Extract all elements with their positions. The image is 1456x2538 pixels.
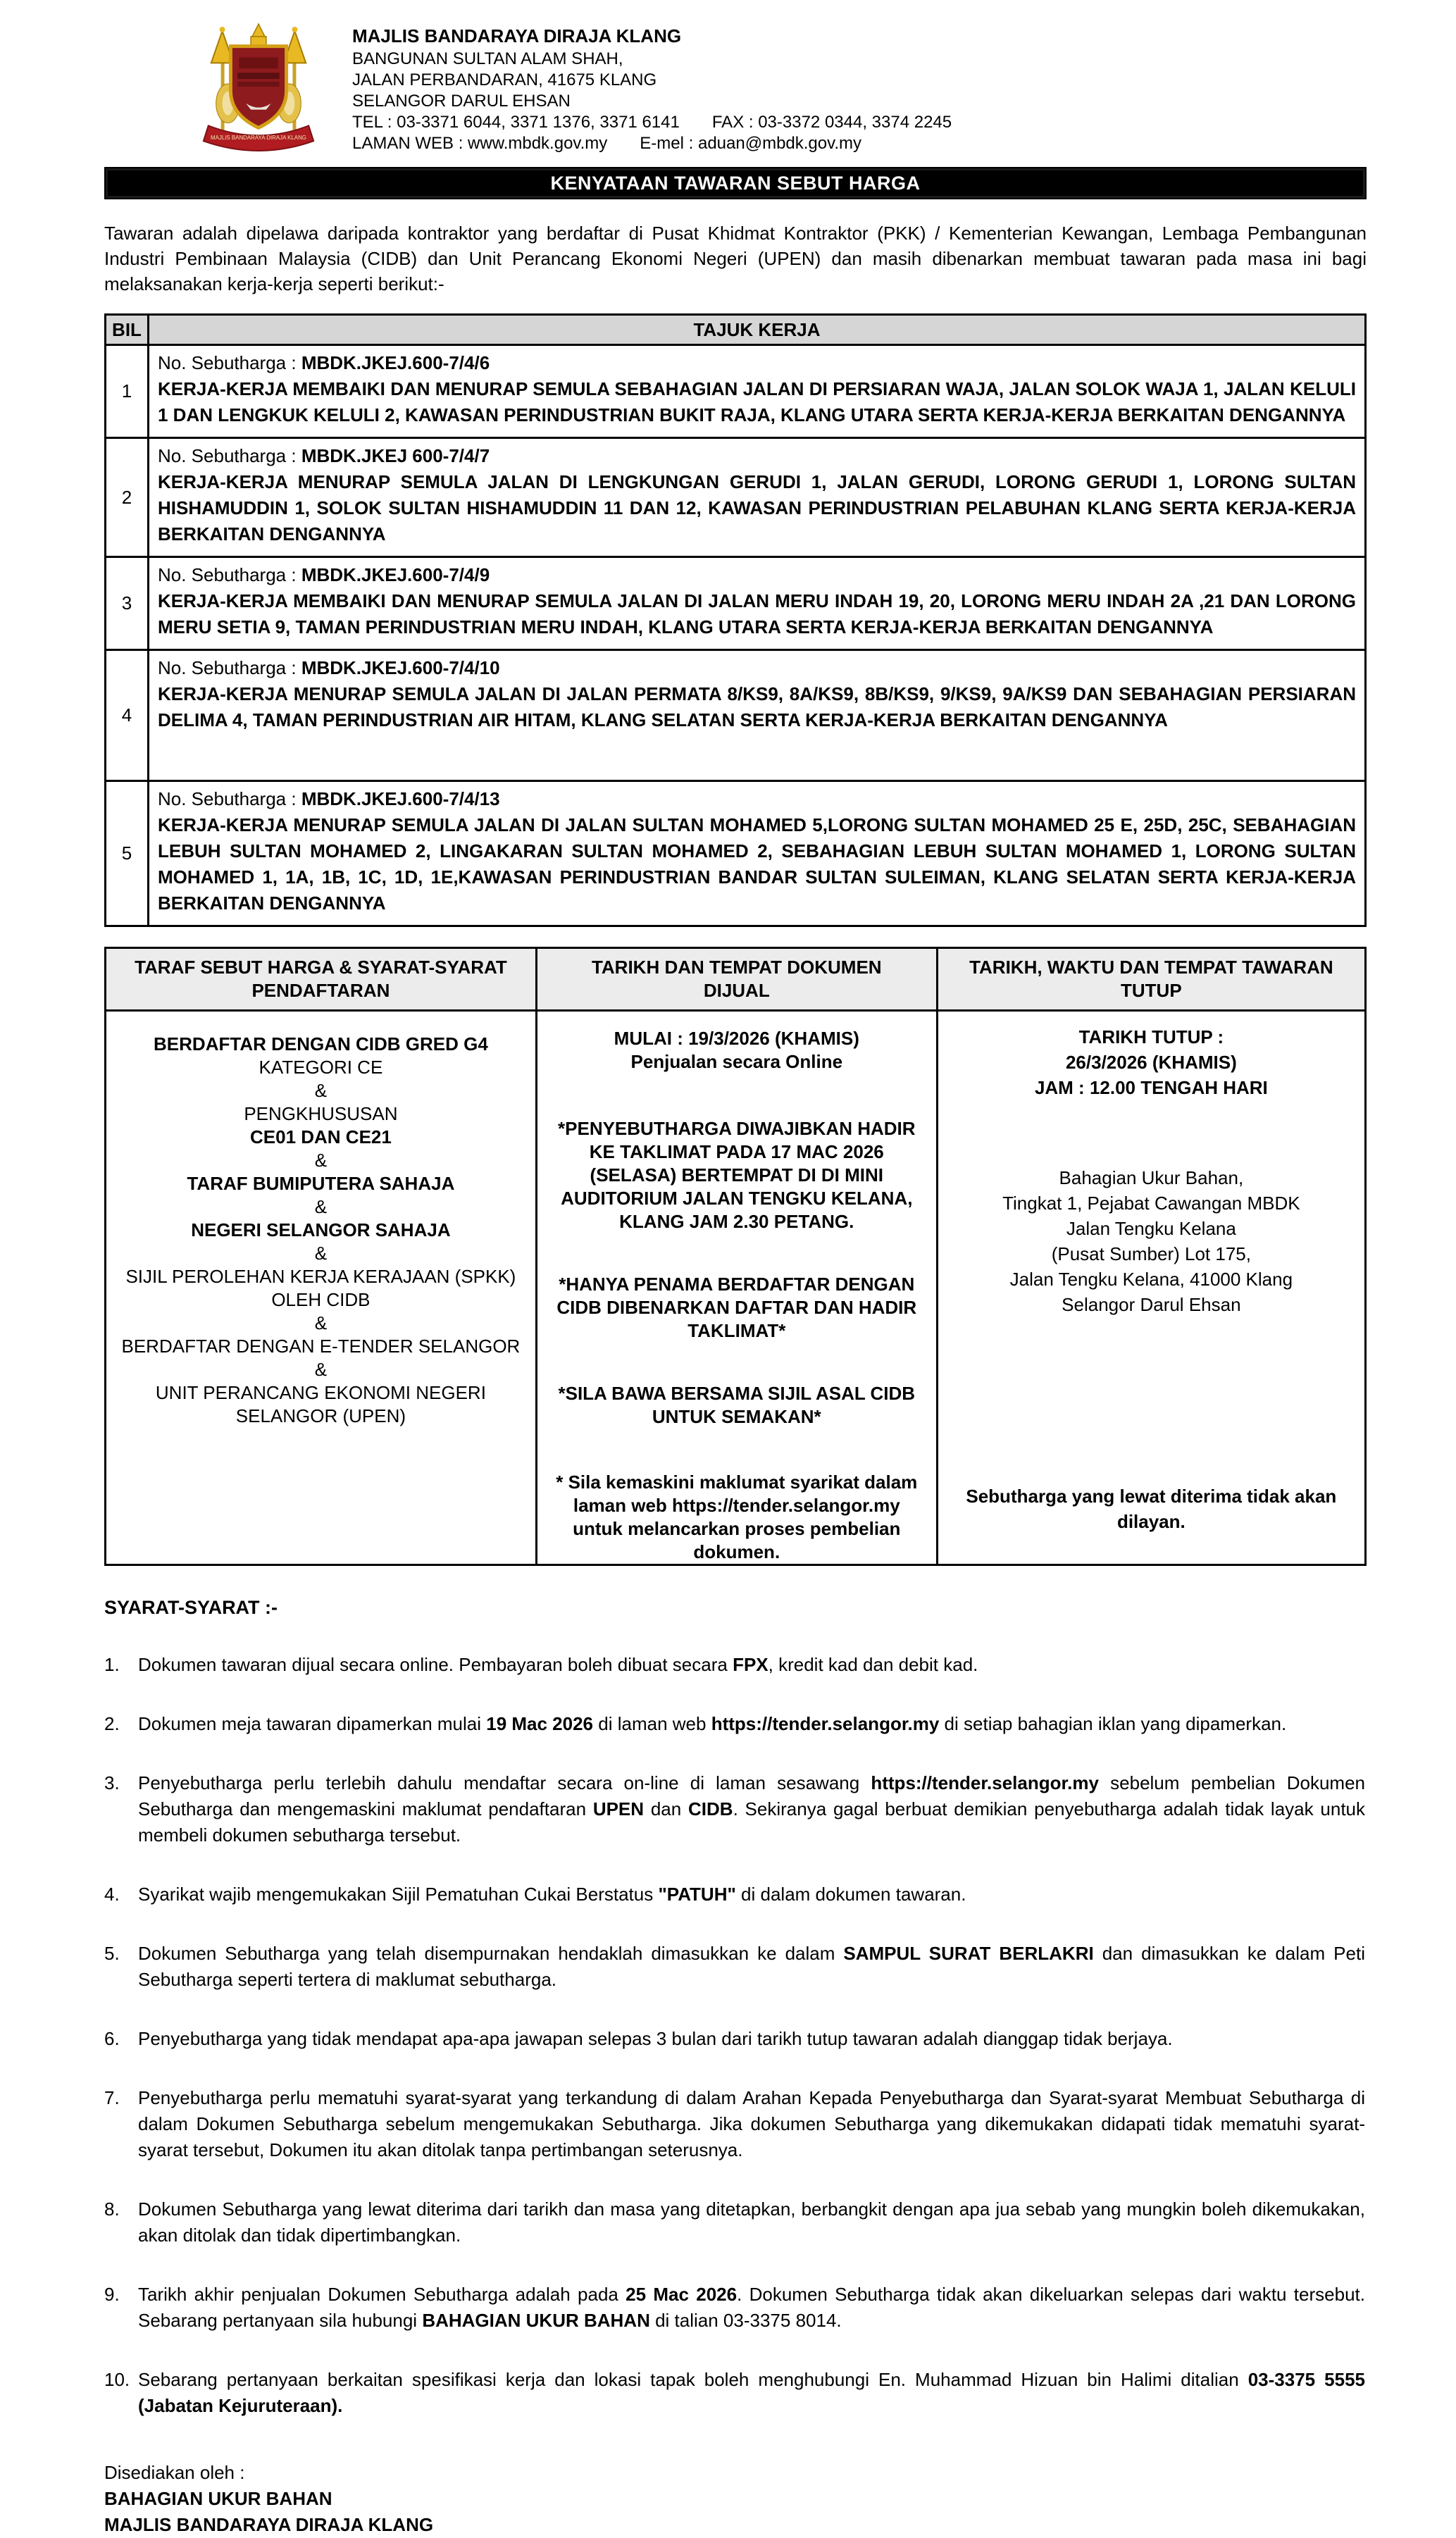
condition-number: 9. bbox=[104, 2284, 120, 2305]
condition-segment: sebelum pembelian Dokumen Sebutharga dan mengemaskini maklumat pendaftaran bbox=[138, 1772, 1365, 1819]
condition-number: 10. bbox=[104, 2369, 130, 2390]
work-cell bbox=[149, 650, 1366, 781]
eligibility-line: SIJIL PEROLEHAN KERJA KERAJAAN (SPKK) OLEH CIDB bbox=[125, 1266, 516, 1310]
closing-date: 26/3/2026 (KHAMIS) bbox=[1065, 1052, 1237, 1073]
work-ref-line bbox=[158, 349, 1356, 376]
info-table bbox=[104, 947, 1367, 1566]
intro-paragraph: Tawaran adalah dipelawa daripada kontraktor yang berdaftar di Pusat Khidmat Kontraktor (PKK) / Kementerian Kewangan, Lembaga Pembangunan Industri Pembinaan Malaysia (CIDB) dan Unit Perancang Ekonomi Negeri (UPEN) dan masih dibenarkan membuat tawaran pada masa ini bagi melaksanakan kerja-kerja seperti berikut:- bbox=[104, 223, 1367, 294]
closing-address-line: Tingkat 1, Pejabat Cawangan MBDK bbox=[1002, 1193, 1300, 1214]
closing-address-line: Selangor Darul Ehsan bbox=[1062, 1294, 1241, 1315]
closing-info bbox=[950, 1012, 1353, 1564]
condition-item bbox=[104, 2026, 1367, 2052]
work-number: 3 bbox=[106, 557, 149, 650]
work-number: 2 bbox=[106, 438, 149, 557]
condition-segment: 03-3375 5555 (Jabatan Kejuruteraan). bbox=[138, 2369, 1365, 2416]
condition-segment: SAMPUL SURAT BERLAKRI bbox=[843, 1943, 1094, 1964]
briefing-note: *PENYEBUTHARGA DIWAJIBKAN HADIR KE TAKLIMAT PADA 17 MAC 2026 (SELASA) BERTEMPAT DI DI MINI AUDITORIUM JALAN TENGKU KELANA, KLANG JAM 2.30 PETANG. bbox=[558, 1118, 916, 1232]
condition-item bbox=[104, 2196, 1367, 2248]
condition-text bbox=[138, 2196, 1367, 2248]
sale-start-block bbox=[549, 1027, 925, 1074]
eligibility-line: KATEGORI CE bbox=[259, 1057, 383, 1078]
work-ref-label: No. Sebutharga : bbox=[158, 352, 301, 373]
work-description: KERJA-KERJA MEMBAIKI DAN MENURAP SEMULA SEBAHAGIAN JALAN DI PERSIARAN WAJA, JALAN SOLOK WAJA 1, JALAN KELULI 1 DAN LENGKUK KELULI 2, KAWASAN PERINDUSTRIAN BUKIT RAJA, KLANG UTARA SERTA KERJA-KERJA BERKAITAN DENGANNYA bbox=[158, 378, 1356, 425]
table-row bbox=[106, 345, 1366, 438]
email-address: E-mel : aduan@mbdk.gov.my bbox=[640, 134, 862, 153]
condition-text bbox=[138, 2026, 1367, 2052]
table-row bbox=[106, 781, 1366, 926]
table-row bbox=[106, 438, 1366, 557]
work-ref-label: No. Sebutharga : bbox=[158, 445, 301, 466]
condition-number: 1. bbox=[104, 1654, 120, 1675]
work-cell bbox=[149, 781, 1366, 926]
condition-number: 7. bbox=[104, 2087, 120, 2108]
condition-number: 4. bbox=[104, 1884, 120, 1905]
eligibility-list bbox=[118, 1012, 524, 1585]
work-ref-number: MBDK.JKEJ 600-7/4/7 bbox=[301, 445, 490, 466]
condition-text bbox=[138, 2085, 1367, 2163]
closing-address-line: Jalan Tengku Kelana, 41000 Klang bbox=[1009, 1269, 1293, 1290]
condition-item bbox=[104, 1652, 1367, 1678]
work-ref-line bbox=[158, 785, 1356, 812]
work-ref-number: MBDK.JKEJ.600-7/4/6 bbox=[301, 352, 490, 373]
condition-segment: 19 Mac 2026 bbox=[486, 1713, 594, 1734]
condition-segment: Dokumen meja tawaran dipamerkan mulai bbox=[138, 1713, 487, 1734]
condition-segment: dan dimasukkan ke dalam Peti Sebutharga seperti tertera di maklumat sebutharga. bbox=[138, 1943, 1365, 1990]
prepared-by-label: Disediakan oleh : bbox=[104, 2462, 245, 2483]
condition-text bbox=[138, 1881, 1367, 1908]
work-description: KERJA-KERJA MENURAP SEMULA JALAN DI JALAN SULTAN MOHAMED 5,LORONG SULTAN MOHAMED 25 E, 25D, 25C, SEBAHAGIAN LEBUH SULTAN MOHAMED 2, LINGAKARAN SULTAN MOHAMED 2, SEBAHAGIAN LEBUH SULTAN MOHAMED 1, LORONG SULTAN MOHAMED 1, 1A, 1B, 1C, 1D, 1E,KAWASAN PERINDUSTRIAN BANDAR SULTAN SULEIMAN, KLANG SELATAN SERTA KERJA-KERJA BERKAITAN DENGANNYA bbox=[158, 814, 1356, 914]
eligibility-line: TARAF BUMIPUTERA SAHAJA bbox=[187, 1173, 455, 1194]
closing-address-line: Bahagian Ukur Bahan, bbox=[1059, 1167, 1244, 1188]
condition-item bbox=[104, 1770, 1367, 1848]
condition-item bbox=[104, 2367, 1367, 2419]
address-line-2: JALAN PERBANDARAN, 41675 KLANG bbox=[352, 70, 657, 89]
website-url: LAMAN WEB : www.mbdk.gov.my bbox=[352, 134, 608, 153]
amp-separator: & bbox=[314, 1196, 328, 1217]
fax-numbers: FAX : 03-3372 0344, 3374 2245 bbox=[711, 113, 952, 132]
condition-number: 5. bbox=[104, 1943, 120, 1964]
work-ref-label: No. Sebutharga : bbox=[158, 657, 301, 678]
sale-channel: Penjualan secara Online bbox=[630, 1051, 843, 1072]
condition-segment: Penyebutharga perlu terlebih dahulu mendaftar secara on-line di laman sesawang bbox=[138, 1772, 871, 1793]
eligibility-line: NEGERI SELANGOR SAHAJA bbox=[191, 1219, 451, 1240]
work-ref-label: No. Sebutharga : bbox=[158, 564, 301, 585]
condition-segment: di setiap bahagian iklan yang dipamerkan. bbox=[939, 1713, 1287, 1734]
work-description: KERJA-KERJA MEMBAIKI DAN MENURAP SEMULA JALAN DI JALAN MERU INDAH 19, 20, LORONG MERU INDAH 2A ,21 DAN LORONG MERU SETIA 9, TAMAN PERINDUSTRIAN MERU INDAH, KLANG UTARA SERTA KERJA-KERJA BERKAITAN DENGANNYA bbox=[158, 590, 1356, 637]
letterhead bbox=[196, 0, 1367, 154]
title-banner bbox=[104, 167, 1367, 199]
eligibility-line: CE01 DAN CE21 bbox=[249, 1126, 392, 1147]
eligibility-cell bbox=[106, 1011, 537, 1565]
work-number: 5 bbox=[106, 781, 149, 926]
work-description: KERJA-KERJA MENURAP SEMULA JALAN DI LENGKUNGAN GERUDI 1, JALAN GERUDI, LORONG GERUDI 1, LORONG SULTAN HISHAMUDDIN 1, SOLOK SULTAN HISHAMUDDIN 11 DAN 12, KAWASAN PERINDUSTRIAN PELABUHAN KLANG SERTA KERJA-KERJA BERKAITAN DENGANNYA bbox=[158, 471, 1356, 545]
work-description: KERJA-KERJA MENURAP SEMULA JALAN DI JALAN PERMATA 8/KS9, 8A/KS9, 8B/KS9, 9/KS9, 9A/KS9 DAN SEBAHAGIAN PERSIARAN DELIMA 4, TAMAN PERINDUSTRIAN AIR HITAM, KLANG SELATAN SERTA KERJA-KERJA BERKAITAN DENGANNYA bbox=[158, 683, 1356, 730]
condition-segment: dan bbox=[644, 1798, 688, 1819]
condition-segment: UPEN bbox=[592, 1798, 645, 1819]
info-col-eligibility: TARAF SEBUT HARGA & SYARAT-SYARAT PENDAFTARAN bbox=[106, 948, 537, 1011]
crest-ribbon-text: MAJLIS BANDARAYA DIRAJA KLANG bbox=[211, 135, 306, 142]
info-body-row bbox=[106, 1011, 1366, 1565]
crest-icon bbox=[196, 21, 321, 154]
work-ref-number: MBDK.JKEJ.600-7/4/10 bbox=[301, 657, 500, 678]
page-title: KENYATAAN TAWARAN SEBUT HARGA bbox=[550, 172, 921, 194]
prepared-by-dept: BAHAGIAN UKUR BAHAN bbox=[104, 2488, 332, 2509]
condition-segment: BAHAGIAN UKUR BAHAN bbox=[422, 2310, 650, 2331]
eligibility-line: PENGKHUSUSAN bbox=[244, 1103, 398, 1124]
info-col-closing: TARIKH, WAKTU DAN TEMPAT TAWARAN TUTUP bbox=[937, 948, 1365, 1011]
work-number: 1 bbox=[106, 345, 149, 438]
condition-segment: Dokumen tawaran dijual secara online. Pembayaran boleh dibuat secara bbox=[138, 1654, 733, 1675]
conditions-heading: SYARAT-SYARAT :- bbox=[104, 1597, 278, 1618]
condition-text bbox=[138, 1711, 1367, 1737]
works-table bbox=[104, 313, 1367, 927]
works-col-bil: BIL bbox=[106, 315, 149, 345]
condition-segment: di talian 03-3375 8014. bbox=[649, 2310, 842, 2331]
table-row bbox=[106, 650, 1366, 781]
condition-segment: FPX bbox=[733, 1654, 769, 1675]
org-name: MAJLIS BANDARAYA DIRAJA KLANG bbox=[352, 25, 682, 46]
mbdk-crest-logo bbox=[196, 21, 321, 154]
eligibility-line: BERDAFTAR DENGAN CIDB GRED G4 bbox=[154, 1033, 488, 1055]
sale-cell bbox=[536, 1011, 937, 1565]
update-company-note: * Sila kemaskini maklumat syarikat dalam laman web https://tender.selangor.my untuk melancarkan proses pembelian dokumen. bbox=[556, 1472, 918, 1562]
closing-date-label: TARIKH TUTUP : bbox=[1078, 1026, 1224, 1047]
condition-item bbox=[104, 1941, 1367, 1993]
condition-segment: CIDB bbox=[688, 1798, 733, 1819]
condition-number: 3. bbox=[104, 1772, 120, 1793]
condition-text bbox=[138, 2282, 1367, 2334]
condition-segment: https://tender.selangor.my bbox=[711, 1713, 940, 1734]
phone-line bbox=[352, 112, 952, 133]
table-row bbox=[106, 557, 1366, 650]
amp-separator: & bbox=[314, 1243, 328, 1264]
work-ref-line bbox=[158, 442, 1356, 469]
info-col-sale: TARIKH DAN TEMPAT DOKUMEN DIJUAL bbox=[536, 948, 937, 1011]
org-address-block bbox=[352, 21, 952, 154]
condition-segment: di dalam dokumen tawaran. bbox=[735, 1884, 966, 1905]
condition-segment: Sebarang pertanyaan berkaitan spesifikasi kerja dan lokasi tapak boleh menghubungi En. Muhammad Hizuan bin Halimi ditalian bbox=[138, 2369, 1248, 2390]
condition-segment: Dokumen Sebutharga yang lewat diterima dari tarikh dan masa yang ditetapkan, berbangkit dengan apa jua sebab yang mungkin boleh dikemukakan, akan ditolak dan tidak dipertimbangkan. bbox=[138, 2198, 1365, 2246]
work-ref-line bbox=[158, 561, 1356, 588]
condition-segment: . Sekiranya gagal berbuat demikian penyebutharga adalah tidak layak untuk membeli dokumen sebutharga tersebut. bbox=[138, 1798, 1365, 1846]
condition-segment: di laman web bbox=[593, 1713, 711, 1734]
condition-segment: "PATUH" bbox=[658, 1884, 736, 1905]
works-header-row bbox=[106, 315, 1366, 345]
work-cell bbox=[149, 345, 1366, 438]
work-ref-label: No. Sebutharga : bbox=[158, 788, 301, 809]
condition-segment: , kredit kad dan debit kad. bbox=[768, 1654, 978, 1675]
work-ref-number: MBDK.JKEJ.600-7/4/9 bbox=[301, 564, 490, 585]
condition-text bbox=[138, 1941, 1367, 1993]
cidb-registration-note: *HANYA PENAMA BERDAFTAR DENGAN CIDB DIBENARKAN DAFTAR DAN HADIR TAKLIMAT* bbox=[556, 1274, 917, 1341]
condition-segment: Syarikat wajib mengemukakan Sijil Pematuhan Cukai Berstatus bbox=[138, 1884, 659, 1905]
condition-item bbox=[104, 2085, 1367, 2163]
eligibility-line: BERDAFTAR DENGAN E-TENDER SELANGOR bbox=[121, 1336, 521, 1357]
work-ref-number: MBDK.JKEJ.600-7/4/13 bbox=[301, 788, 500, 809]
closing-time: JAM : 12.00 TENGAH HARI bbox=[1034, 1077, 1268, 1098]
condition-item bbox=[104, 2282, 1367, 2334]
closing-cell bbox=[937, 1011, 1365, 1565]
condition-segment: Dokumen Sebutharga yang telah disempurnakan hendaklah dimasukkan ke dalam bbox=[138, 1943, 844, 1964]
eligibility-line: UNIT PERANCANG EKONOMI NEGERI SELANGOR (UPEN) bbox=[155, 1382, 486, 1426]
closing-date-block bbox=[950, 1024, 1353, 1100]
closing-address bbox=[950, 1165, 1353, 1317]
work-ref-line bbox=[158, 654, 1356, 681]
tel-numbers: TEL : 03-3371 6044, 3371 1376, 3371 6141 bbox=[352, 113, 680, 132]
condition-segment: 25 Mac 2026 bbox=[626, 2284, 738, 2305]
amp-separator: & bbox=[314, 1312, 328, 1333]
condition-segment: https://tender.selangor.my bbox=[871, 1772, 1099, 1793]
condition-text bbox=[138, 2367, 1367, 2419]
prepared-by-org: MAJLIS BANDARAYA DIRAJA KLANG bbox=[104, 2514, 434, 2535]
page bbox=[104, 0, 1367, 2538]
condition-segment: . Dokumen Sebutharga tidak akan dikeluarkan selepas dari waktu tersebut. Sebarang pertanyaan sila hubungi bbox=[138, 2284, 1365, 2331]
condition-number: 6. bbox=[104, 2028, 120, 2049]
bring-certificate-note: *SILA BAWA BERSAMA SIJIL ASAL CIDB UNTUK SEMAKAN* bbox=[558, 1383, 916, 1427]
address-line-3: SELANGOR DARUL EHSAN bbox=[352, 92, 571, 111]
works-col-tajuk: TAJUK KERJA bbox=[149, 315, 1366, 345]
info-header-row bbox=[106, 948, 1366, 1011]
condition-item bbox=[104, 1881, 1367, 1908]
amp-separator: & bbox=[314, 1359, 328, 1380]
address-line-1: BANGUNAN SULTAN ALAM SHAH, bbox=[352, 49, 623, 68]
condition-number: 8. bbox=[104, 2198, 120, 2220]
sale-info bbox=[549, 1012, 925, 1564]
web-line bbox=[352, 133, 952, 154]
condition-segment: Tarikh akhir penjualan Dokumen Sebutharga adalah pada bbox=[138, 2284, 626, 2305]
condition-segment: Penyebutharga yang tidak mendapat apa-apa jawapan selepas 3 bulan dari tarikh tutup tawaran adalah dianggap tidak berjaya. bbox=[138, 2028, 1173, 2049]
late-submission-note: Sebutharga yang lewat diterima tidak akan dilayan. bbox=[966, 1486, 1337, 1532]
condition-item bbox=[104, 1711, 1367, 1737]
amp-separator: & bbox=[314, 1080, 328, 1101]
condition-text bbox=[138, 1770, 1367, 1848]
closing-address-line: Jalan Tengku Kelana bbox=[1066, 1218, 1236, 1239]
sale-start-date: MULAI : 19/3/2026 (KHAMIS) bbox=[614, 1028, 859, 1049]
amp-separator: & bbox=[314, 1150, 328, 1171]
condition-text bbox=[138, 1652, 1367, 1678]
closing-address-line: (Pusat Sumber) Lot 175, bbox=[1051, 1243, 1251, 1264]
work-cell bbox=[149, 557, 1366, 650]
condition-segment: Penyebutharga perlu mematuhi syarat-syarat yang terkandung di dalam Arahan Kepada Penyebutharga dan Syarat-syarat Membuat Sebutharga di dalam Dokumen Sebutharga sebelum mengemukakan Sebutharga. Jika dokumen Sebutharga yang dikemukakan didapati tidak mematuhi syarat-syarat tersebut, Dokumen itu akan ditolak tanpa pertimbangan seterusnya. bbox=[138, 2087, 1365, 2160]
work-cell bbox=[149, 438, 1366, 557]
work-number: 4 bbox=[106, 650, 149, 781]
footer bbox=[104, 2460, 1367, 2538]
condition-number: 2. bbox=[104, 1713, 120, 1734]
